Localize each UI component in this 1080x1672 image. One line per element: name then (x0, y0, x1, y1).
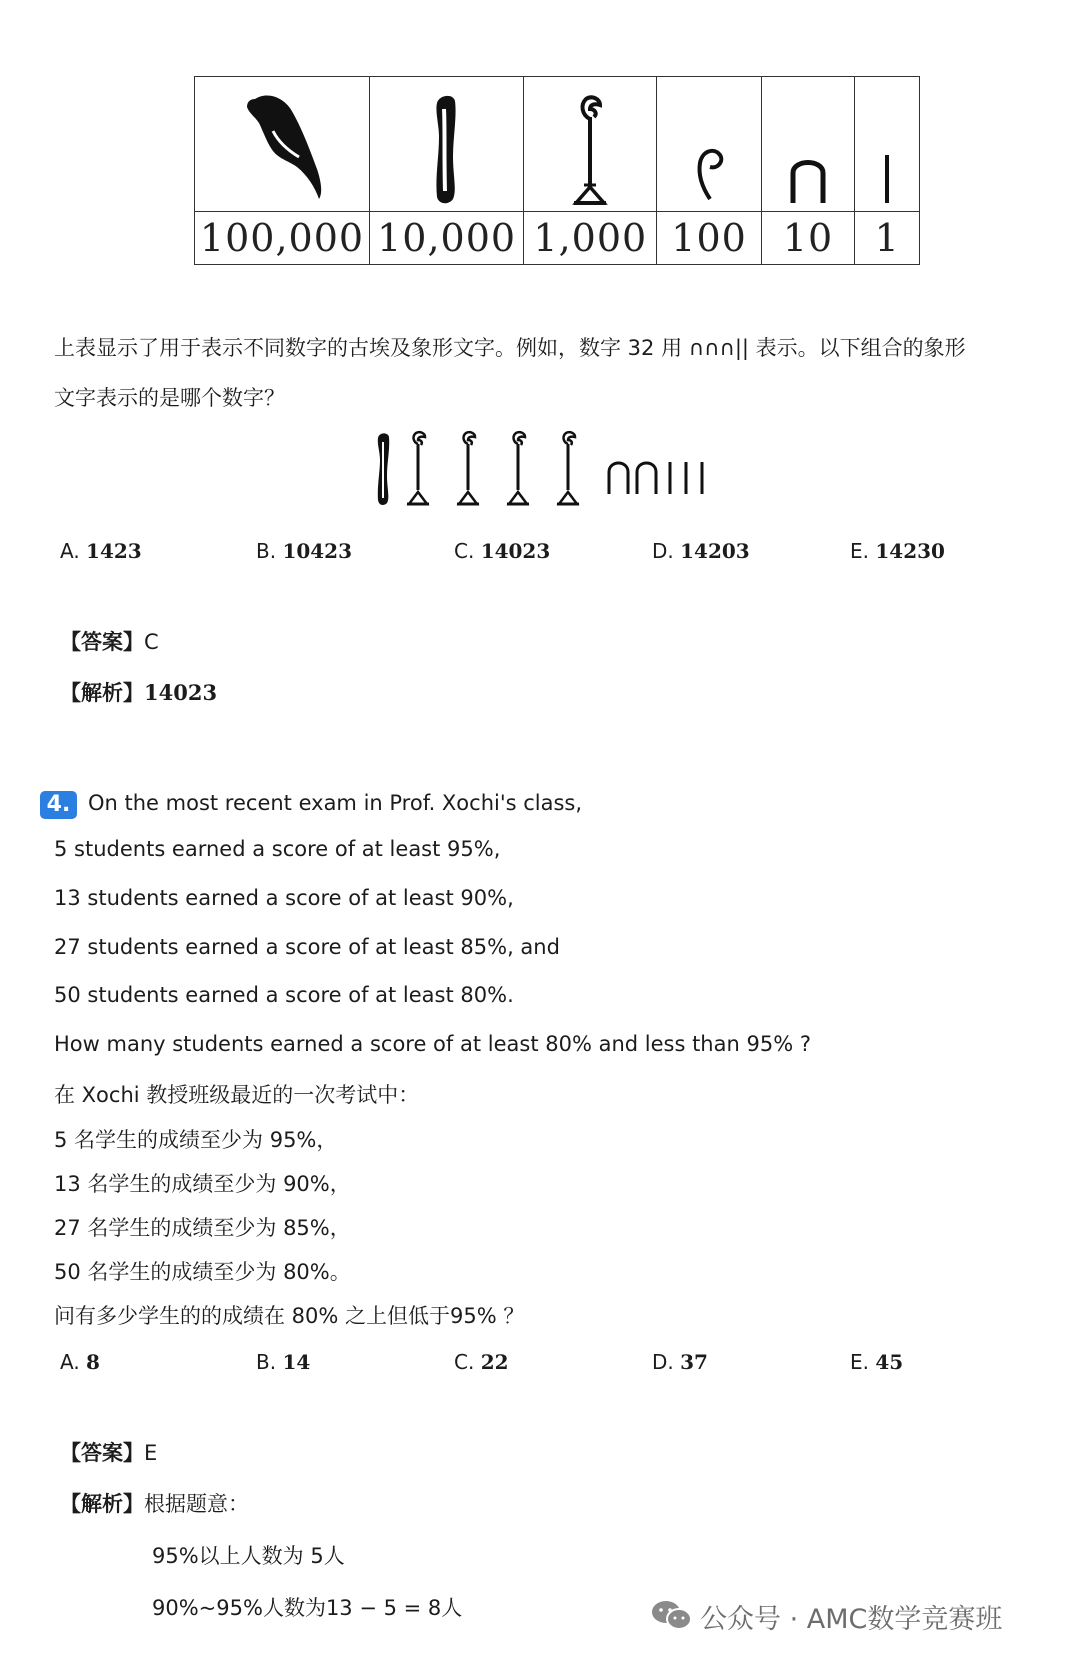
heelbone-glyph-icon (637, 463, 656, 494)
glyph-10-cell (761, 77, 855, 212)
value-100000: 100,000 (195, 212, 370, 265)
value-10000: 10,000 (370, 212, 524, 265)
q3-choice-c: C. 14023 (454, 539, 551, 563)
watermark-text: 公众号 · AMC数学竞赛班 (700, 1604, 1003, 1635)
value-100: 100 (657, 212, 761, 265)
q4-line: 13 名学生的成绩至少为 90%， (54, 1172, 351, 1196)
glyph-1000-cell (524, 77, 657, 212)
heelbone-glyph-icon (609, 463, 628, 494)
value-1000: 1,000 (524, 212, 657, 265)
stroke-glyph-icon (670, 462, 702, 494)
q4-line: 27 名学生的成绩至少为 85%， (54, 1216, 351, 1240)
glyph-1-cell (855, 77, 920, 212)
q3-choice-a: A. 1423 (60, 539, 142, 563)
glyph-100-cell (657, 77, 761, 212)
q4-answer: 【答案】E (60, 1441, 158, 1465)
lotus-glyph-icon (507, 432, 529, 504)
q4-line: 27 students earned a score of at least 85%, and (54, 935, 560, 959)
q4-step1: 95%以上人数为 5人 (152, 1544, 345, 1568)
q4-line: How many students earned a score of at least 80% and less than 95% ? (54, 1032, 811, 1056)
q4-choice-d: D. 37 (652, 1350, 708, 1374)
value-10: 10 (761, 212, 855, 265)
q4-line: 5 students earned a score of at least 95%, (54, 837, 501, 861)
q4-line: 50 名学生的成绩至少为 80%。 (54, 1260, 351, 1284)
q4-choice-e: E. 45 (850, 1350, 904, 1374)
lotus-glyph-icon (557, 432, 579, 504)
q4-line: 5 名学生的成绩至少为 95%， (54, 1128, 338, 1152)
lotus-glyph-icon (407, 432, 429, 504)
lotus-glyph-icon (560, 87, 620, 207)
question-number-badge: 4. (40, 791, 77, 819)
q4-line: 50 students earned a score of at least 80%. (54, 983, 514, 1007)
value-1: 1 (855, 212, 920, 265)
q4-analysis: 【解析】根据题意： (60, 1492, 249, 1516)
q3-choice-e: E. 14230 (850, 539, 945, 563)
q3-text-line1: 上表显示了用于表示不同数字的古埃及象形文字。例如，数字 32 用 ∩∩∩|| 表示。以下组合的象形 (54, 336, 966, 360)
glyph-10000-cell (370, 77, 524, 212)
coil-glyph-icon (684, 127, 734, 207)
q4-line: 问有多少学生的的成绩在 80% 之上但低于95% ？ (54, 1304, 525, 1328)
q3-choice-b: B. 10423 (256, 539, 353, 563)
glyph-100000-cell (195, 77, 370, 212)
q3-analysis: 【解析】14023 (60, 680, 218, 705)
q4-choice-a: A. 8 (60, 1350, 100, 1374)
finger-glyph-icon (378, 433, 389, 505)
lotus-glyph-icon (457, 432, 479, 504)
q4-choice-b: B. 14 (256, 1350, 311, 1374)
q4-choice-c: C. 22 (454, 1350, 509, 1374)
q4-line: 在 Xochi 教授班级最近的一次考试中： (54, 1083, 420, 1107)
finger-glyph-icon (417, 87, 477, 207)
wechat-icon (650, 1598, 694, 1632)
q3-choice-d: D. 14203 (652, 539, 750, 563)
heelbone-glyph-icon (783, 147, 833, 207)
q3-text-line2: 文字表示的是哪个数字？ (54, 386, 285, 410)
hieroglyph-table (194, 76, 920, 265)
q4-line: 13 students earned a score of at least 90%, (54, 886, 514, 910)
q4-step2: 90%~95%人数为13 − 5 = 8人 (152, 1596, 463, 1620)
hieroglyph-combination (370, 430, 720, 506)
q4-line: On the most recent exam in Prof. Xochi's class, (88, 791, 583, 815)
q3-answer: 【答案】C (60, 630, 159, 654)
tadpole-glyph-icon (227, 87, 337, 207)
stroke-glyph-icon (877, 147, 897, 207)
